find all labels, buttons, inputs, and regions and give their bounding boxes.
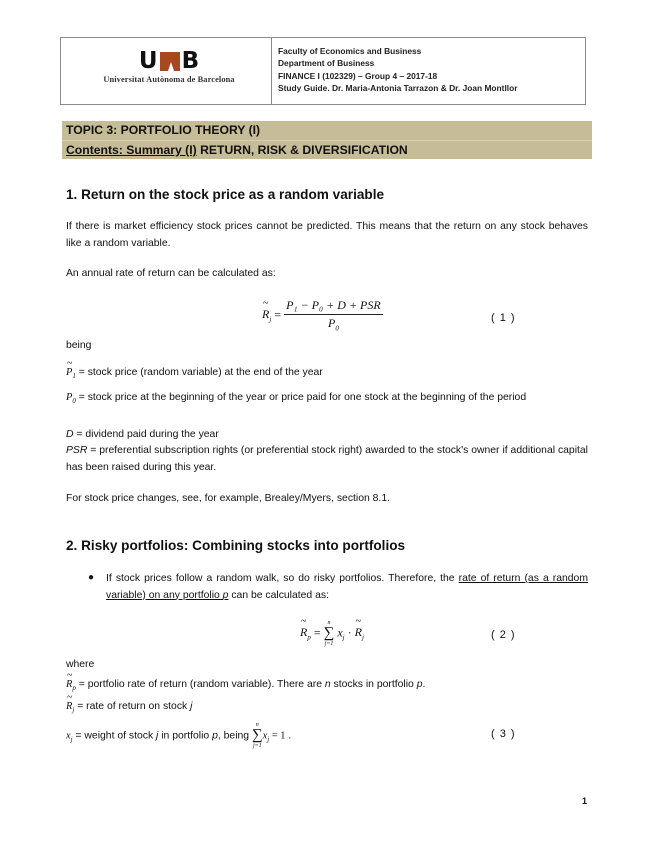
eq2-lhs: ~ R xyxy=(300,625,307,640)
section2-bullet-text xyxy=(106,571,588,604)
header-info xyxy=(278,45,517,94)
xj-sub: j xyxy=(70,735,73,744)
psr-text: = preferential subscription rights (or preferential stock right) awarded to the stock's owner if additional capital has been raised during this year. xyxy=(66,445,588,473)
p1-text: = stock price (random variable) at the end of the year xyxy=(75,367,323,378)
p0-symbol: P xyxy=(66,392,73,403)
logo-mark xyxy=(84,50,254,72)
equation-1: ~ $R_j$ = $\frac{\text{P₁ − P₀ + D + PSR}}{P_0}$ xyxy=(262,298,383,332)
logo-letter-u: U xyxy=(138,48,158,74)
xj-sum-upper: n xyxy=(255,722,259,728)
department-line: Department of Business xyxy=(278,58,375,69)
definition-d xyxy=(66,427,588,444)
topic-banner xyxy=(62,121,592,159)
header-divider xyxy=(271,37,272,105)
rp-n: n xyxy=(324,679,331,690)
rp-text-mid: stocks in portfolio xyxy=(330,679,417,690)
rj-text: = rate of return on stock xyxy=(74,701,191,712)
p0-text: = stock price at the beginning of the year or price paid for one stock at the beginning of the period xyxy=(75,392,527,403)
rj-j: j xyxy=(190,701,193,712)
rp-symbol: ~ R xyxy=(66,677,72,694)
uab-logo xyxy=(84,50,254,84)
bullet-underlined-p: p xyxy=(222,589,229,601)
definition-rp xyxy=(66,677,588,697)
xj-symbol: x xyxy=(66,730,71,742)
sigma-icon: ∑ xyxy=(323,625,335,641)
p1-sub: 1 xyxy=(72,372,76,381)
eq2-rhs-sub: j xyxy=(361,633,364,642)
eq1-denominator: P xyxy=(327,316,336,330)
definition-rj xyxy=(66,699,588,719)
authors-line: Study Guide. Dr. Maria-Antonia Tarrazon & Dr. Joan Montllor xyxy=(278,82,518,93)
eq1-lhs-sub: j xyxy=(269,315,272,324)
xj-equals: = 1 xyxy=(269,730,286,742)
bullet-text-after: can be calculated as: xyxy=(228,589,329,601)
eq1-numerator: P₁ − P₀ + D + PSR xyxy=(284,298,383,315)
section2-heading: 2. Risky portfolios: Combining stocks into portfolios xyxy=(66,538,406,553)
eq2-sum xyxy=(324,620,335,647)
rp-sub: p xyxy=(72,684,76,693)
contents-label: Contents: Summary (I) xyxy=(66,143,197,157)
d-text: = dividend paid during the year xyxy=(73,429,219,440)
definition-psr xyxy=(66,443,588,476)
where-label: where xyxy=(66,659,95,670)
eq2-dot: · xyxy=(344,625,355,640)
definition-p0 xyxy=(66,390,588,410)
xj-text-before: = weight of stock xyxy=(72,730,157,742)
equation-2: ~ $R_p$ = n ∑ j=1 $x_j$ · ~ $R_j$ xyxy=(300,620,364,647)
eq1-denominator-sub: 0 xyxy=(335,324,339,333)
eq2-term-sub: j xyxy=(342,633,345,642)
eq2-sum-upper: n xyxy=(327,620,331,626)
xj-sum-sub: j xyxy=(267,735,270,744)
rj-symbol: ~ R xyxy=(66,699,72,716)
rj-sub: j xyxy=(72,706,75,715)
d-symbol: D xyxy=(66,429,74,440)
eq2-lhs-sub: p xyxy=(307,633,311,642)
psr-symbol: PSR xyxy=(66,445,88,456)
xj-text-mid: in portfolio xyxy=(158,730,213,742)
bullet-underlined: rate of return (as a random variable) on any portfolio xyxy=(106,573,588,601)
p1-symbol: ~ P xyxy=(66,365,72,382)
eq2-sum-lower: j=1 xyxy=(324,641,334,647)
eq2-term: x xyxy=(337,625,343,640)
contents-line xyxy=(62,141,592,160)
xj-sum-term: x xyxy=(262,730,268,742)
eq1-lhs: ~ R xyxy=(262,307,269,322)
being-label: being xyxy=(66,340,92,351)
page-number: 1 xyxy=(582,796,588,806)
university-name: Universitat Autònoma de Barcelona xyxy=(103,75,235,84)
rp-text-end: . xyxy=(422,679,426,690)
definition-p1 xyxy=(66,365,588,385)
equation-2-number: ( 2 ) xyxy=(491,629,516,641)
xj-text-being: , being xyxy=(217,730,252,742)
bullet-text-before: If stock prices follow a random walk, so do risky portfolios. Therefore, the xyxy=(106,573,459,584)
section1-heading: 1. Return on the stock price as a random variable xyxy=(66,187,385,202)
equation-1-number: ( 1 ) xyxy=(491,312,516,324)
section1-reference: For stock price changes, see, for example, Brealey/Myers, section 8.1. xyxy=(66,493,390,504)
xj-p: p xyxy=(212,730,218,742)
bullet-icon: ● xyxy=(88,572,95,583)
rp-text-before: = portfolio rate of return (random variable). There are xyxy=(75,679,325,690)
eq2-rhs: ~ R xyxy=(355,625,362,640)
section1-intro: If there is market efficiency stock prices cannot be predicted. This means that the return on any stock behaves like a random variable. xyxy=(66,221,588,249)
course-line: FINANCE I (102329) – Group 4 – 2017-18 xyxy=(278,70,438,81)
sigma-icon: ∑ xyxy=(251,727,263,743)
xj-j: j xyxy=(156,730,159,742)
xj-sum xyxy=(252,722,263,749)
xj-sum-lower: j=1 xyxy=(252,743,262,749)
faculty-line: Faculty of Economics and Business xyxy=(278,46,422,56)
rp-p: p xyxy=(416,679,423,690)
logo-a-icon xyxy=(160,52,180,71)
topic-title: TOPIC 3: PORTFOLIO THEORY (I) xyxy=(66,123,261,137)
p0-sub: 0 xyxy=(72,397,76,406)
contents-title: RETURN, RISK & DIVERSIFICATION xyxy=(196,143,408,157)
section1-lead-in: An annual rate of return can be calculated as: xyxy=(66,268,276,279)
xj-end: . xyxy=(285,730,292,742)
eq1-fraction xyxy=(284,298,383,332)
equation-3-number: ( 3 ) xyxy=(491,728,516,740)
logo-letter-b: B xyxy=(181,48,200,74)
